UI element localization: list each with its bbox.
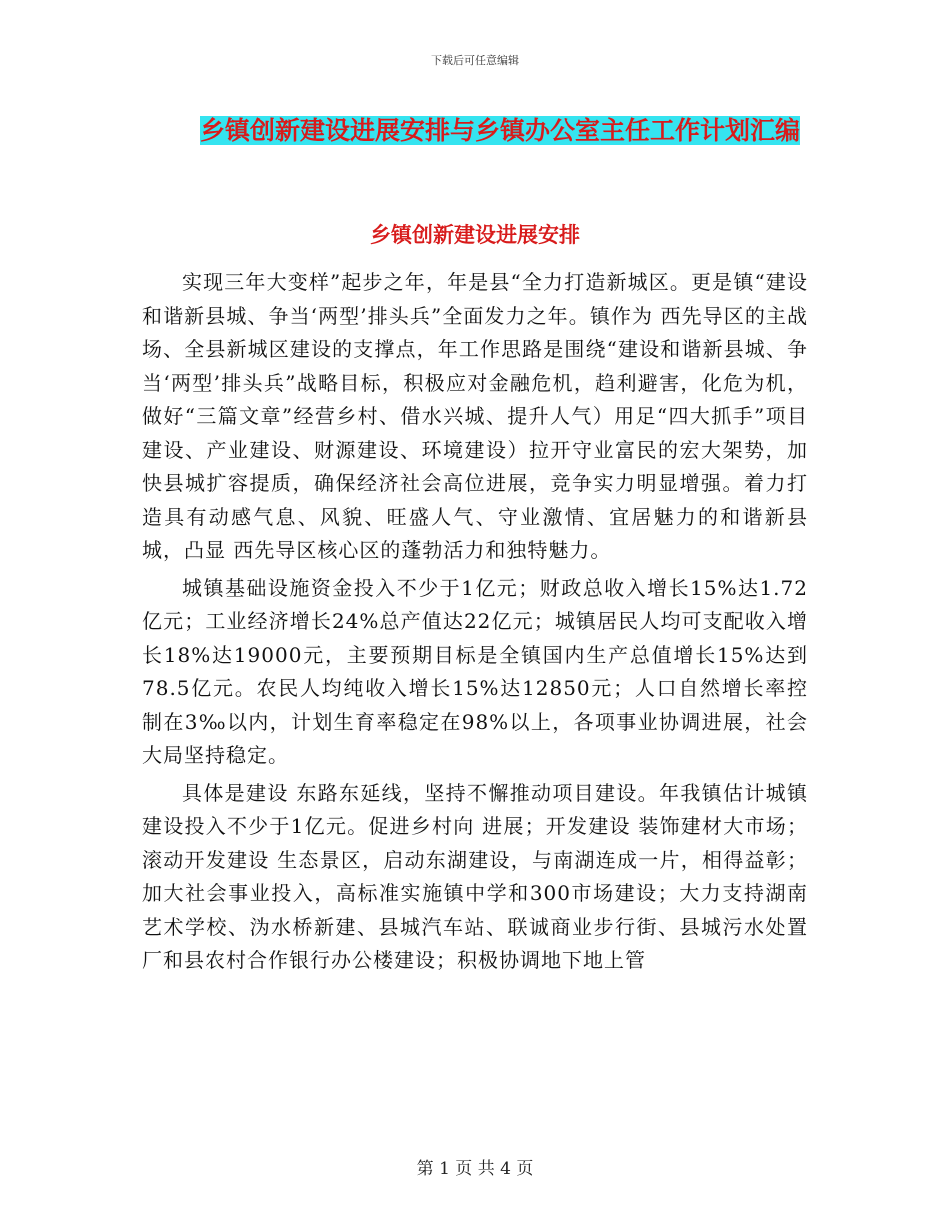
document-body	[142, 266, 808, 982]
section-title: 乡镇创新建设进展安排	[370, 223, 580, 247]
page-footer: 第 1 页 共 4 页	[416, 1159, 534, 1179]
body-paragraph-3: 具体是建设 东路东延线，坚持不懈推动项目建设。年我镇估计城镇建设投入不少于1亿元。促进乡村向 进展；开发建设 装饰建材大市场；滚动开发建设 生态景区，启动东湖建设，与南湖连成一片，相得益彰；加大社会事业投入，高标准实施镇中学和300市场建设；大力支持湖南艺术学校、沩水桥新建、县城汽车站、联诚商业步行街、县城污水处置厂和县农村合作银行办公楼建设；积极协调地下地上管	[142, 780, 808, 972]
body-paragraph-2: 城镇基础设施资金投入不少于1亿元；财政总收入增长15%达1.72亿元；工业经济增长24%总产值达22亿元；城镇居民人均可支配收入增长18%达19000元，主要预期目标是全镇国内生产总值增长15%达到78.5亿元。农民人均纯收入增长15%达12850元；人口自然增长率控制在3‰以内，计划生育率稳定在98%以上，各项事业协调进展，社会大局坚持稳定。	[142, 575, 808, 767]
document-title-text: 乡镇创新建设进展安排与乡镇办公室主任工作计划汇编	[199, 116, 800, 145]
document-title	[190, 108, 810, 153]
page-header-note: 下载后可任意编辑	[431, 54, 519, 67]
body-paragraph-1: 实现三年大变样”起步之年，年是县“全力打造新城区。更是镇“建设和谐新县城、争当‘两型’排头兵”全面发力之年。镇作为 西先导区的主战场、全县新城区建设的支撑点，年工作思路是围绕“建设和谐新县城、争当‘两型’排头兵”战略目标，积极应对金融危机，趋利避害，化危为机，做好“三篇文章”经营乡村、借水兴城、提升人气）用足“四大抓手”项目建设、产业建设、财源建设、环境建设）拉开守业富民的宏大架势，加快县城扩容提质，确保经济社会高位进展，竞争实力明显增强。着力打造具有动感气息、风貌、旺盛人气、守业激情、宜居魅力的和谐新县城，凸显 西先导区核心区的蓬勃活力和独特魅力。	[142, 270, 808, 562]
